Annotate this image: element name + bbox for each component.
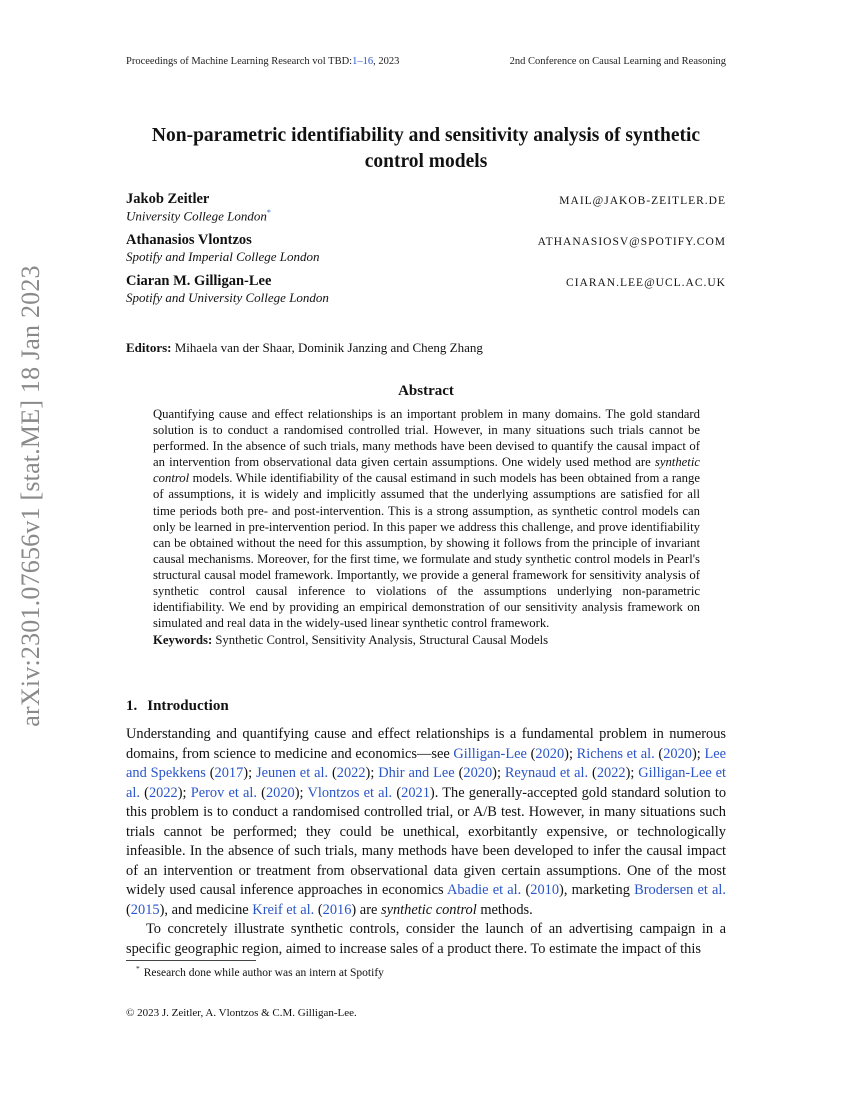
section-heading: 1. Introduction (126, 698, 229, 714)
introduction-body (126, 725, 726, 959)
author-name: Athanasios Vlontzos (126, 232, 252, 248)
footnote: * Research done while author was an intern at Spotify (136, 964, 384, 979)
footnote-marker[interactable]: * (266, 208, 271, 217)
citation-year-link[interactable]: 2020 (663, 745, 692, 762)
citation-link[interactable]: Gilligan-Lee et al. (126, 765, 727, 801)
citation-link[interactable]: Lee and Spekkens (126, 745, 727, 781)
citation-year-link[interactable]: 2020 (535, 745, 565, 762)
citation-link[interactable]: Jeunen et al. (255, 765, 329, 781)
citation-year-link[interactable]: 2016 (322, 901, 352, 918)
abstract-heading: Abstract (398, 383, 454, 399)
citation-link[interactable]: Brodersen et al. (634, 882, 727, 898)
citation-link[interactable]: Vlontzos et al. (307, 784, 393, 801)
paragraph: To concretely illustrate synthetic controls, consider the launch of an advertising campaign in a specific geographic region, aimed to increase sales of a product there. To estimate the impact of this (126, 921, 726, 957)
paragraph: Understanding and quantifying cause and effect relationships is a fundamental problem in numerous domains, from science to medicine and economics—see Gilligan-Lee (2020); Richens et al. (2020); Lee and Spekkens (2017); Jeunen et al. (2022); Dhir and Lee (2020); Reynaud et al. (2022); Gilligan-Lee et al. (2022); Perov et al. (2020); Vlontzos et al. (2021). The generally-accepted gold standard solution to this problem is to conduct a randomised controlled trial, or A/B test. However, in many situations such trials cannot be performed; they could be unethical, exorbitantly expensive, or technologically infeasible. In the absence of such trials, many methods have been developed to infer the causal impact of an intervention or treatment from observational data given certain assumptions. One of the most widely used causal inference approaches in economics Abadie et al. (2010), marketing Brodersen et al. (2015), and medicine Kreif et al. (2016) are synthetic control methods. (126, 726, 727, 918)
author-email[interactable]: ATHANASIOSV@SPOTIFY.COM (537, 236, 726, 248)
abstract-text: Quantifying cause and effect relationships is an important problem in many domains. The gold standard solution is to conduct a randomised controlled trial. However, in many situations such trials cannot be performed. In the absence of such trials, many methods have been devised to quantify the causal impact of an intervention from observational data given certain assumptions. One widely used method are synthetic control models. While identifiability of the causal estimand in such models has been obtained from a range of assumptions, it is widely and implicitly assumed that the underlying assumptions are satisfied for all time periods both pre- and post-intervention. This is a strong assumption, as synthetic control models can only be learned in pre-intervention period. In this paper we address this challenge, and prove identifiability can be obtained without the need for this assumption, by showing it follows from the principle of invariant causal mechanisms. Moreover, for the first time, we formulate and study synthetic control models in Pearl's structural causal model framework. Importantly, we provide a general framework for sensitivity analysis of synthetic control causal inference to violations of the assumptions underlying non-parametric identifiability. We end by providing an empirical demonstration of our sensitivity analysis framework on simulated and real data in the widely-used linear synthetic control framework. (153, 407, 700, 631)
citation-year-link[interactable]: 2020 (265, 784, 295, 801)
running-header-right: 2nd Conference on Causal Learning and Reasoning (509, 56, 726, 67)
citation-year-link[interactable]: 2015 (130, 901, 160, 918)
citation-year-link[interactable]: 2017 (214, 765, 244, 781)
author-name: Jakob Zeitler (126, 191, 210, 207)
citation-year-link[interactable]: 2021 (401, 784, 430, 801)
copyright-line: © 2023 J. Zeitler, A. Vlontzos & C.M. Gilligan-Lee. (126, 1007, 357, 1019)
editors-line: Editors: Mihaela van der Shaar, Dominik Janzing and Cheng Zhang (126, 340, 483, 355)
author-affiliation: Spotify and University College London (126, 290, 329, 305)
author-email[interactable]: CIARAN.LEE@UCL.AC.UK (566, 277, 726, 289)
citation-year-link[interactable]: 2010 (530, 882, 560, 898)
author-affiliation: University College London* (126, 208, 271, 224)
citation-year-link[interactable]: 2020 (463, 765, 493, 781)
paper-title: Non-parametric identifiability and sensitivity analysis of synthetic control models (151, 125, 701, 172)
citation-link[interactable]: Perov et al. (190, 784, 257, 801)
citation-year-link[interactable]: 2022 (336, 765, 366, 781)
author-affiliation: Spotify and Imperial College London (126, 249, 320, 264)
abstract-body (153, 406, 700, 648)
citation-link[interactable]: Kreif et al. (252, 901, 315, 918)
citation-link[interactable]: Reynaud et al. (504, 765, 589, 781)
running-header-left: Proceedings of Machine Learning Research vol TBD:1–16, 2023 (126, 56, 400, 67)
arxiv-stamp: arXiv:2301.07656v1 [stat.ME] 18 Jan 2023 (16, 265, 45, 727)
citation-year-link[interactable]: 2022 (148, 784, 178, 801)
keywords: Keywords: Synthetic Control, Sensitivity Analysis, Structural Causal Models (153, 633, 549, 648)
page-range-link[interactable]: 1–16 (352, 56, 374, 67)
citation-link[interactable]: Richens et al. (576, 745, 655, 762)
author-email[interactable]: MAIL@JAKOB-ZEITLER.DE (559, 195, 726, 207)
footnote-rule (126, 960, 256, 961)
citation-year-link[interactable]: 2022 (596, 765, 626, 781)
author-name: Ciaran M. Gilligan-Lee (126, 273, 272, 289)
citation-link[interactable]: Dhir and Lee (378, 765, 455, 781)
citation-link[interactable]: Abadie et al. (446, 882, 522, 898)
citation-link[interactable]: Gilligan-Lee (453, 745, 527, 762)
